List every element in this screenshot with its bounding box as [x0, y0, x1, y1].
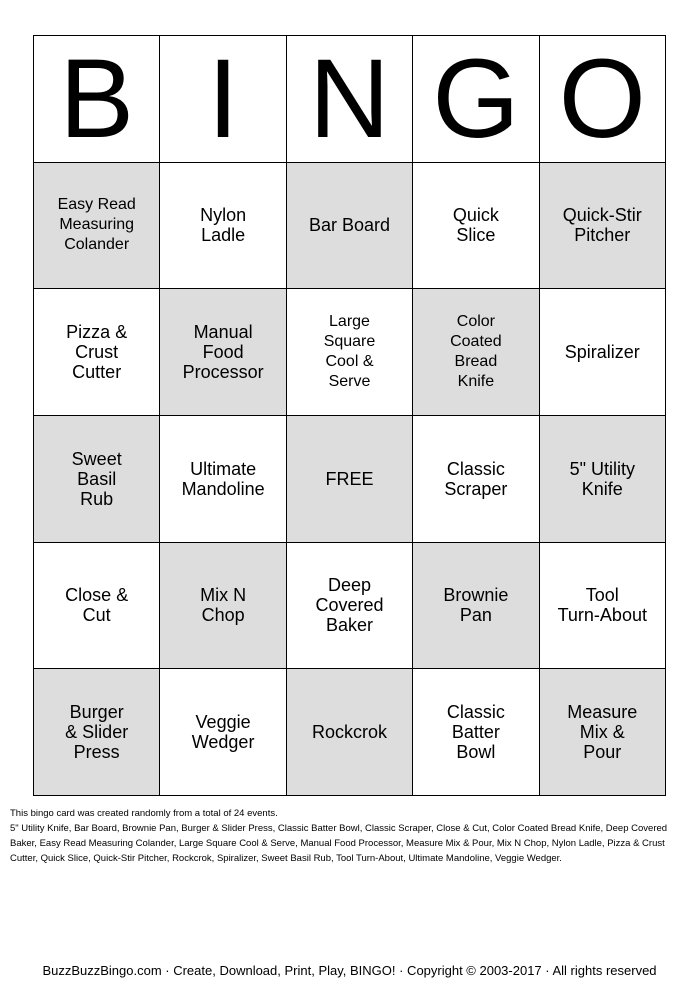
bingo-cell: [160, 543, 286, 670]
bingo-cell-text: Pizza & Crust Cutter: [66, 322, 128, 383]
event-footnote: [10, 806, 690, 866]
bingo-cell-text: Veggie Wedger: [191, 712, 255, 753]
bingo-cell: [413, 543, 539, 670]
header-letter: I: [207, 36, 239, 161]
header-letter: O: [558, 36, 646, 161]
header-cell-i: [160, 36, 286, 163]
bingo-cell: [413, 163, 539, 290]
header-cell-b: [34, 36, 160, 163]
bingo-cell-text: Tool Turn-About: [557, 585, 647, 626]
bingo-cell-text: 5" Utility Knife: [569, 458, 635, 499]
bingo-cell-text: Nylon Ladle: [200, 205, 247, 246]
bingo-cell-text: Quick Slice: [452, 205, 499, 246]
bingo-cell-text: Burger & Slider Press: [65, 702, 129, 763]
bingo-cell: [34, 543, 160, 670]
free-space-text: FREE: [325, 468, 374, 489]
bingo-cell-text: Brownie Pan: [443, 585, 509, 626]
bingo-cell: [413, 289, 539, 416]
bingo-cell-text: Easy Read Measuring Colander: [57, 196, 136, 254]
bingo-cell: [413, 669, 539, 796]
bingo-cell-text: Deep Covered Baker: [315, 575, 384, 636]
bingo-cell: [540, 543, 666, 670]
bingo-cell: [160, 416, 286, 543]
bingo-cell: [287, 543, 413, 670]
header-cell-o: [540, 36, 666, 163]
bingo-cell: [34, 669, 160, 796]
bingo-cell: [540, 669, 666, 796]
bingo-cell-text: Color Coated Bread Knife: [450, 313, 502, 391]
header-cell-g: [413, 36, 539, 163]
bingo-cell-text: Mix N Chop: [200, 585, 247, 626]
header-letter: N: [309, 36, 390, 161]
bingo-cell: [540, 289, 666, 416]
bingo-cell-text: Ultimate Mandoline: [181, 458, 265, 499]
bingo-cell: [34, 163, 160, 290]
bingo-cell-text: Large Square Cool & Serve: [323, 313, 376, 391]
bingo-cell: [34, 416, 160, 543]
bingo-cell-text: Rockcrok: [311, 722, 387, 743]
bingo-cell-text: Spiralizer: [564, 342, 640, 363]
bingo-cell: [540, 163, 666, 290]
header-cell-n: [287, 36, 413, 163]
bingo-cell-text: Sweet Basil Rub: [71, 448, 122, 509]
bingo-cell: [160, 163, 286, 290]
bingo-cell-text: Close & Cut: [65, 585, 129, 626]
bingo-cell: [160, 289, 286, 416]
bingo-cell-text: Classic Scraper: [444, 458, 508, 499]
bingo-cell: [540, 416, 666, 543]
free-space-cell: [287, 416, 413, 543]
bingo-cell: [287, 669, 413, 796]
bingo-cell-text: Quick-Stir Pitcher: [562, 205, 642, 246]
bingo-card: [33, 35, 666, 796]
bingo-cell: [287, 163, 413, 290]
bingo-cell: [413, 416, 539, 543]
bingo-cell: [287, 289, 413, 416]
bingo-cell-text: Manual Food Processor: [182, 322, 264, 383]
header-letter: B: [59, 36, 135, 161]
bingo-cell: [34, 289, 160, 416]
bingo-cell: [160, 669, 286, 796]
bingo-cell-text: Classic Batter Bowl: [446, 702, 505, 763]
header-letter: G: [432, 36, 520, 161]
copyright-footer: BuzzBuzzBingo.com · Create, Download, Print, Play, BINGO! · Copyright © 2003-2017 · All rights reserved: [42, 963, 657, 978]
footnote-event-list: 5" Utility Knife, Bar Board, Brownie Pan, Burger & Slider Press, Classic Batter Bowl, Classic Scraper, Close & Cut, Color Coated Bread Knife, Deep Covered Baker, Easy Read Measuring Colander, Large Square Cool & Serve, Manual Food Processor, Measure Mix & Pour, Mix N Chop, Nylon Ladle, Pizza & Crust Cutter, Quick Slice, Quick-Stir Pitcher, Rockcrok, Spiralizer, Sweet Basil Rub, Tool Turn-About, Ultimate Mandoline, Veggie Wedger.: [10, 823, 668, 864]
bingo-cell-text: Bar Board: [308, 215, 391, 236]
bingo-cell-text: Measure Mix & Pour: [567, 702, 638, 763]
footnote-intro: This bingo card was created randomly from a total of 24 events.: [10, 808, 278, 819]
